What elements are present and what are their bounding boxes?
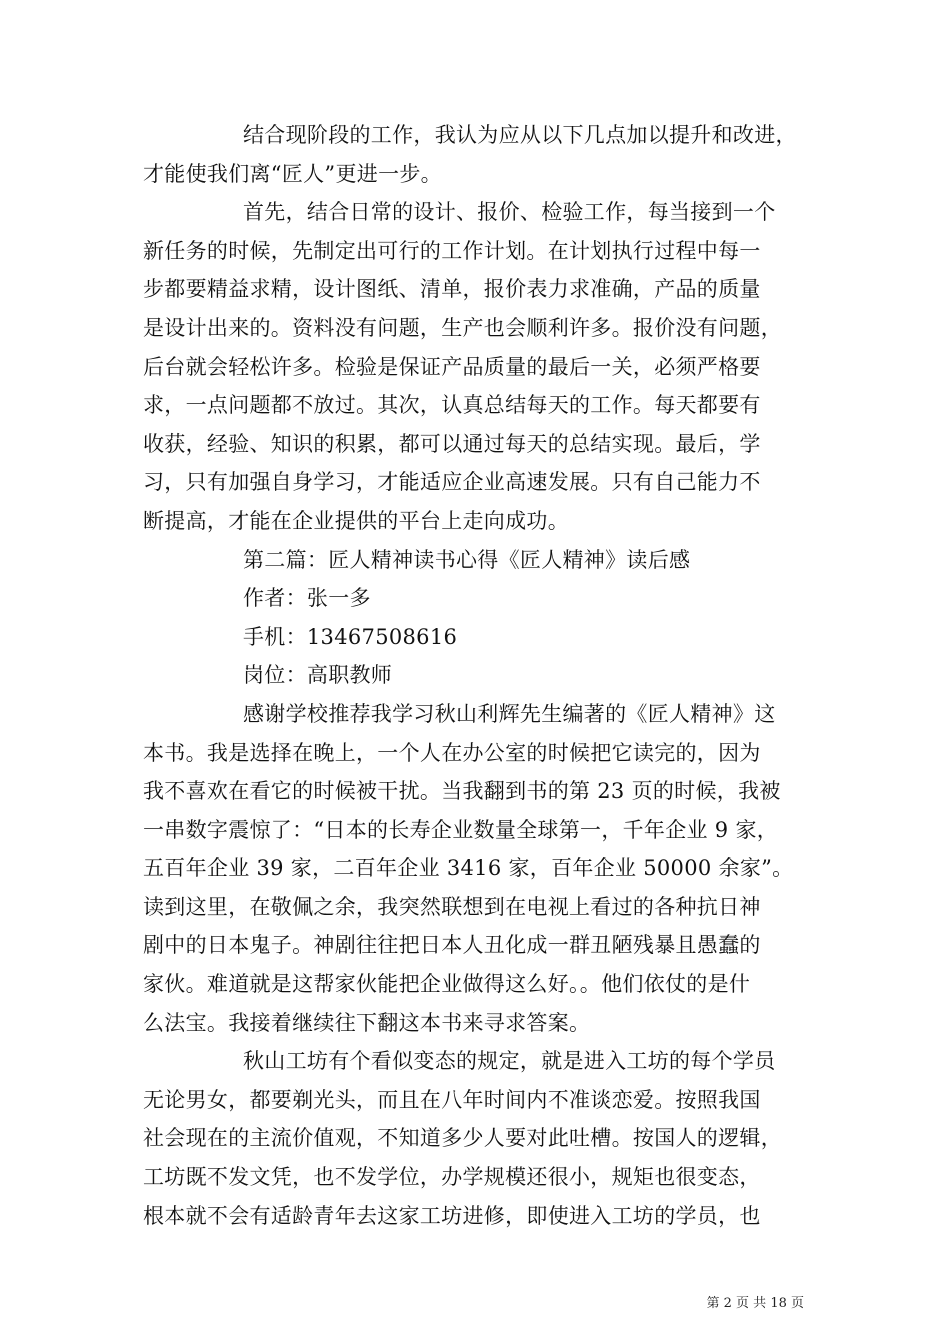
page-number-footer: 第 2 页 共 18 页 <box>706 1296 804 1311</box>
document-body <box>143 116 831 1235</box>
paragraph-line: 我不喜欢在看它的时候被干扰。当我翻到书的第 23 页的时候，我被 <box>143 779 781 804</box>
paragraph-line: 无论男女，都要剃光头，而且在八年时间内不准谈恋爱。按照我国 <box>143 1087 761 1112</box>
paragraph-line: 后台就会轻松许多。检验是保证产品质量的最后一关，必须严格要 <box>143 354 761 379</box>
paragraph-line: 新任务的时候，先制定出可行的工作计划。在计划执行过程中每一 <box>143 238 761 263</box>
paragraph-line: 一串数字震惊了：“日本的长寿企业数量全球第一，千年企业 9 家， <box>143 817 779 842</box>
paragraph-line: 是设计出来的。资料没有问题，生产也会顺利许多。报价没有问题， <box>143 315 782 340</box>
paragraph-line: 读到这里，在敬佩之余，我突然联想到在电视上看过的各种抗日神 <box>143 894 761 919</box>
paragraph-line: 社会现在的主流价值观，不知道多少人要对此吐槽。按国人的逻辑， <box>143 1126 782 1151</box>
paragraph-line: 本书。我是选择在晚上，一个人在办公室的时候把它读完的，因为 <box>143 740 761 765</box>
paragraph-line: 工坊既不发文凭，也不发学位，办学规模还很小，规矩也很变态， <box>143 1165 761 1190</box>
paragraph-line: 剧中的日本鬼子。神剧往往把日本人丑化成一群丑陋残暴且愚蠢的 <box>143 933 761 958</box>
paragraph-line: 么法宝。我接着继续往下翻这本书来寻求答案。 <box>143 1010 591 1035</box>
paragraph-line: 根本就不会有适龄青年去这家工坊进修，即使进入工坊的学员，也 <box>143 1203 761 1228</box>
paragraph-line: 结合现阶段的工作，我认为应从以下几点加以提升和改进， <box>243 123 797 147</box>
phone-line: 手机：13467508616 <box>243 624 458 649</box>
paragraph-line: 首先，结合日常的设计、报价、检验工作，每当接到一个 <box>243 200 776 225</box>
section-heading: 第二篇：匠人精神读书心得《匠人精神》读后感 <box>243 547 691 572</box>
paragraph-line: 感谢学校推荐我学习秋山利辉先生编著的《匠人精神》这 <box>243 701 776 726</box>
paragraph-line: 步都要精益求精，设计图纸、清单，报价表力求准确，产品的质量 <box>143 277 761 302</box>
position-line: 岗位：高职教师 <box>243 663 393 688</box>
paragraph-line: 五百年企业 39 家，二百年企业 3416 家，百年企业 50000 余家”。 <box>143 856 794 881</box>
paragraph-line: 习，只有加强自身学习，才能适应企业高速发展。只有自己能力不 <box>143 470 761 495</box>
author-line: 作者：张一多 <box>243 586 371 611</box>
paragraph-line: 才能使我们离“匠人”更进一步。 <box>143 161 442 186</box>
paragraph-line: 求，一点问题都不放过。其次，认真总结每天的工作。每天都要有 <box>143 393 761 418</box>
paragraph-line: 收获，经验、知识的积累，都可以通过每天的总结实现。最后，学 <box>143 431 761 456</box>
paragraph-line: 断提高，才能在企业提供的平台上走向成功。 <box>143 508 569 533</box>
paragraph-line: 家伙。难道就是这帮家伙能把企业做得这么好。。他们依仗的是什 <box>143 972 751 997</box>
paragraph-line: 秋山工坊有个看似变态的规定，就是进入工坊的每个学员 <box>243 1049 776 1074</box>
